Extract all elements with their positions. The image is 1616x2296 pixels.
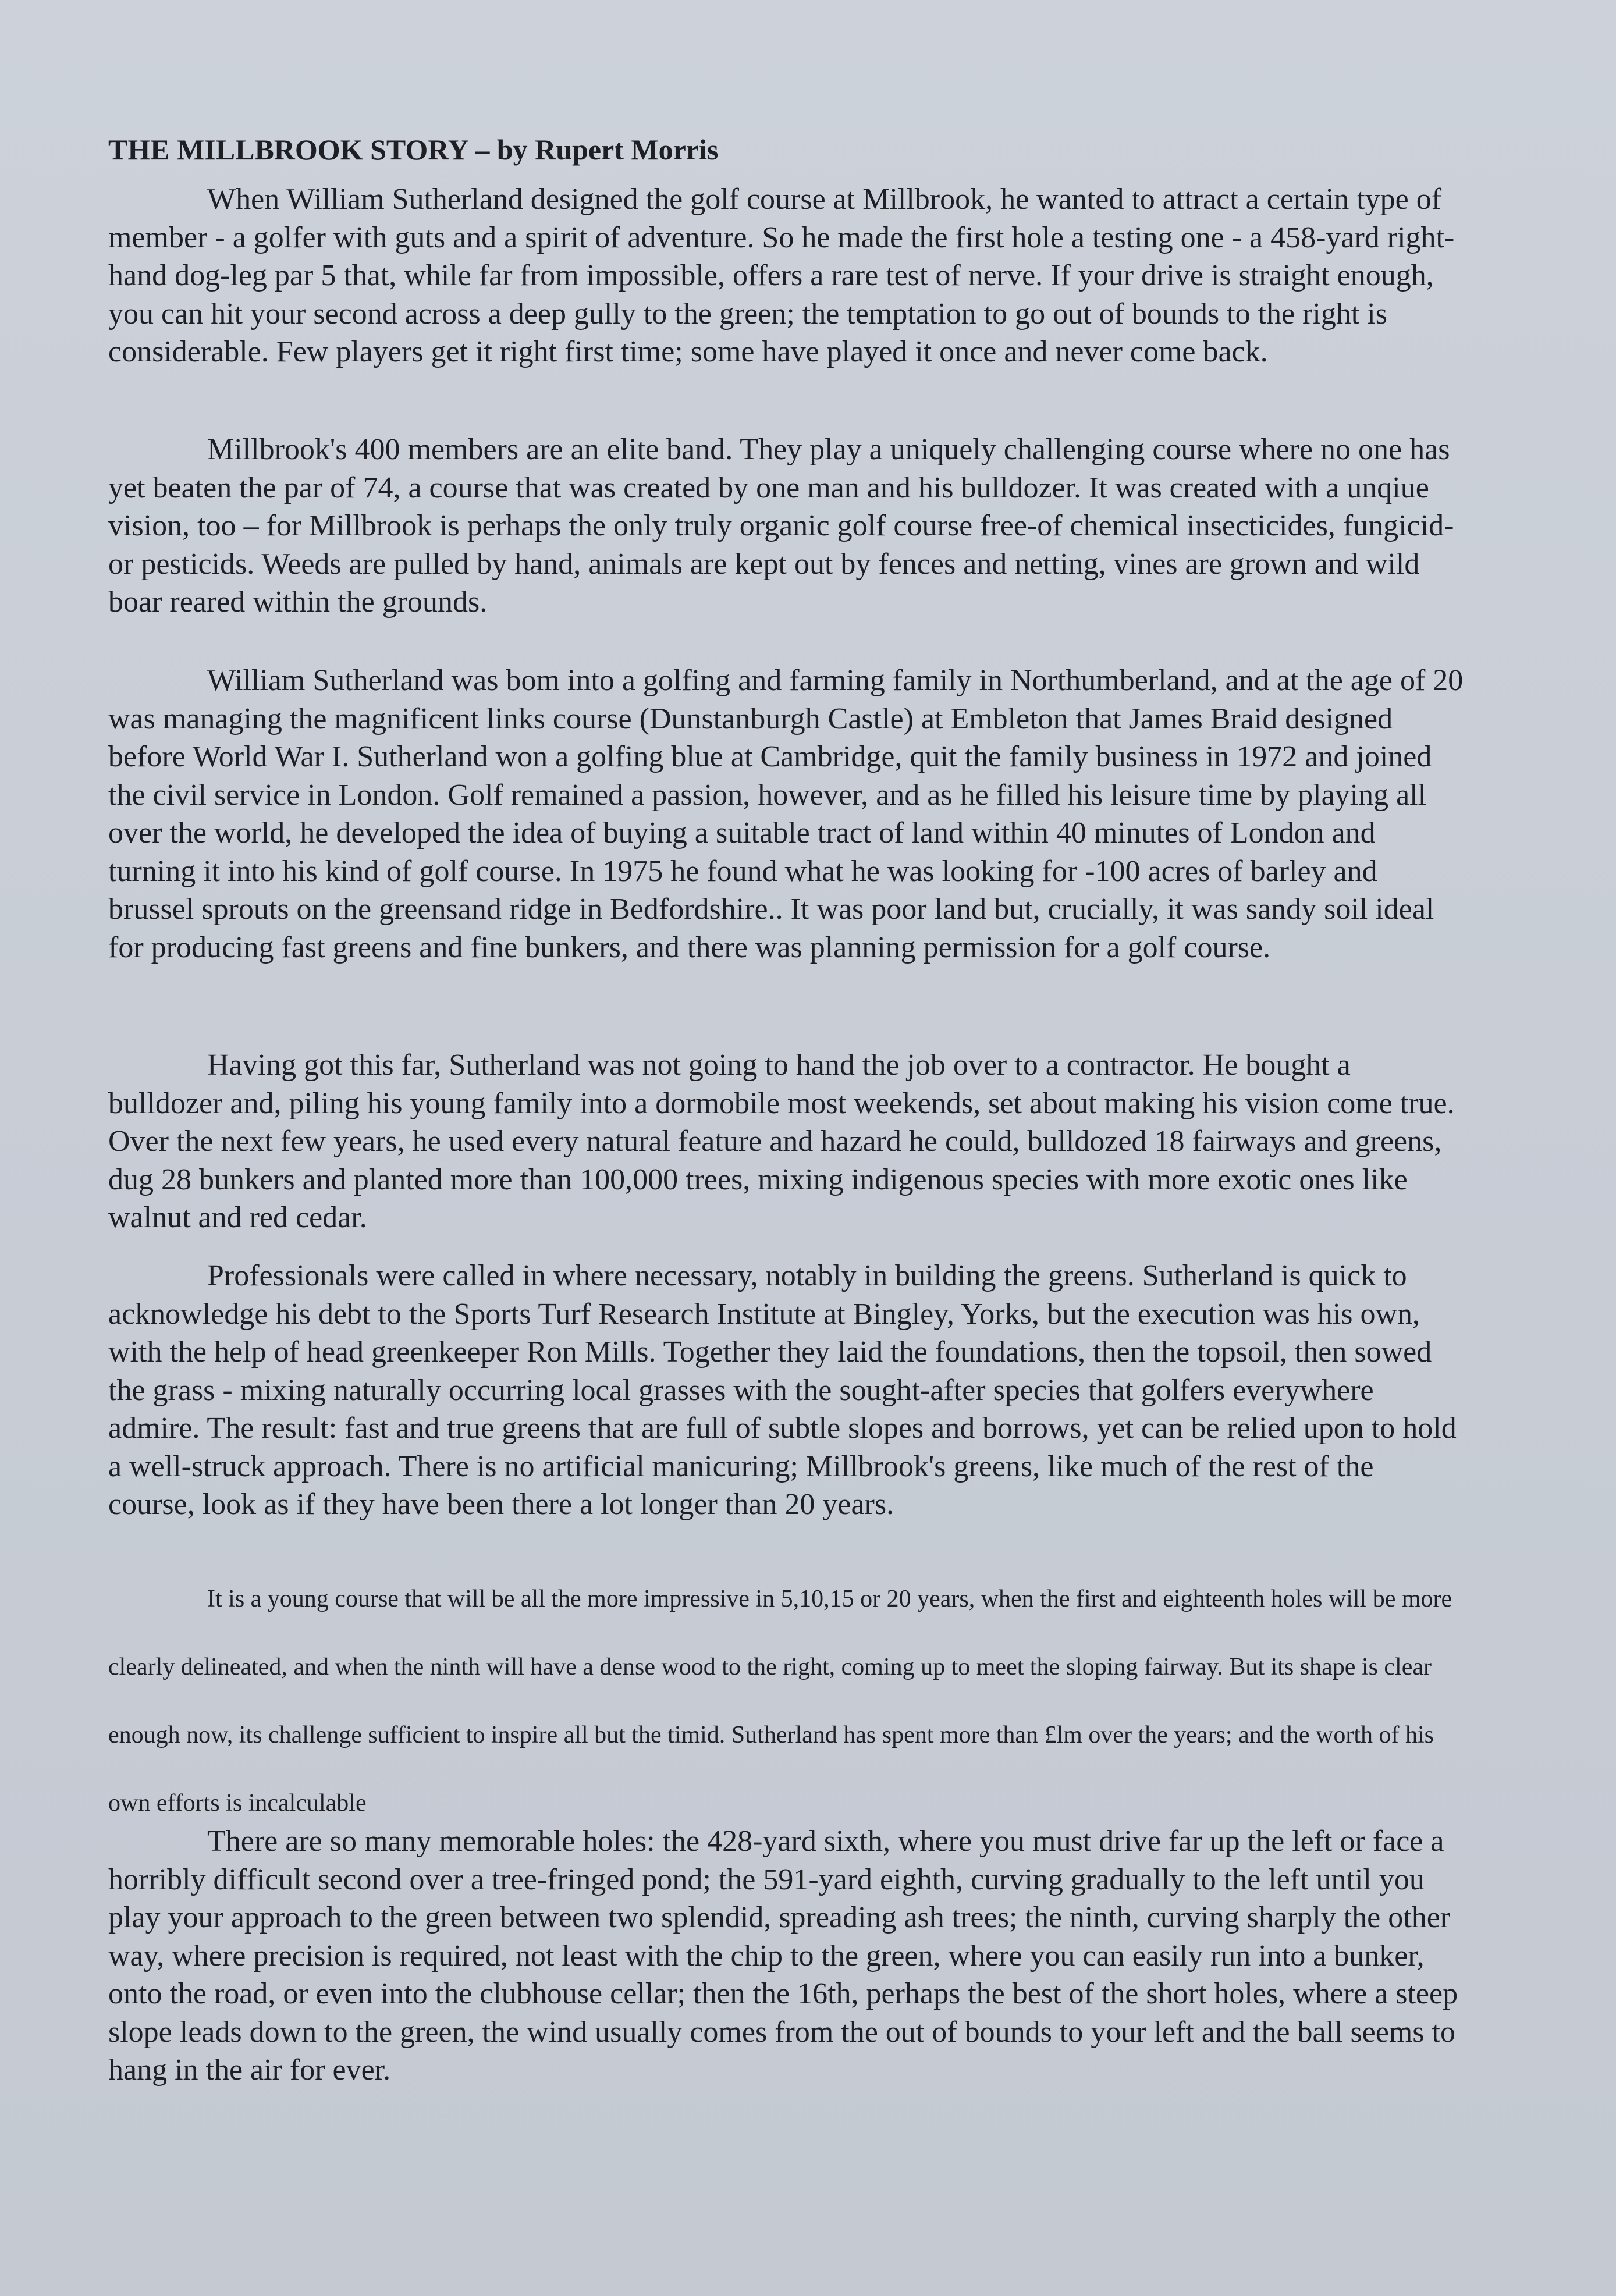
paragraph-first-hole: When William Sutherland designed the golf course at Millbrook, he wanted to attract a certain type of member - a golfer with guts and a spirit of adventure. So he made the first hole a testing one - a 458-yard right-hand dog-leg par 5 that, while far from impossible, offers a rare test of nerve. If your drive is straight enough, you can hit your second across a deep gully to the green; the temptation to go out of bounds to the right is considerable. Few players get it right first time; some have played it once and never come back. [108, 183, 1455, 368]
paragraph-young-course: It is a young course that will be all the more impressive in 5,10,15 or 20 years, when the first and eighteenth holes will be more clearly delineated, and when the ninth will have a dense wood to the right, coming up to meet the sloping fairway. But its shape is clear enough now, its challenge sufficient to inspire all but the timid. Sutherland has spent more than £lm over the years; and the worth of his own efforts is incalculable [108, 1586, 1452, 1817]
article-title: THE MILLBROOK STORY – by Rupert Morris [108, 133, 719, 166]
paragraph-memorable-holes: There are so many memorable holes: the 428-yard sixth, where you must drive far up the left or face a horribly difficult second over a tree-fringed pond; the 591-yard eighth, curving gradually to the left until you play your approach to the green between two splendid, spreading ash trees; the ninth, curving sharply the other way, where precision is required, not least with the chip to the green, where you can easily run into a bunker, onto the road, or even into the clubhouse cellar; then the 16th, perhaps the best of the short holes, where a steep slope leads down to the green, the wind usually comes from the out of bounds to your left and the ball seems to hang in the air for ever. [108, 1825, 1458, 2087]
paragraph-bulldozer: Having got this far, Sutherland was not going to hand the job over to a contractor. He bought a bulldozer and, piling his young family into a dormobile most weekends, set about making his vision come true. Over the next few years, he used every natural feature and hazard he could, bulldozed 18 fairways and greens, dug 28 bunkers and planted more than 100,000 trees, mixing indigenous species with more exotic ones like walnut and red cedar. [108, 1049, 1455, 1234]
paragraph-greens: Professionals were called in where necessary, notably in building the greens. Sutherland is quick to acknowledge his debt to the Sports Turf Research Institute at Bingley, Yorks, but the execution was his own, with the help of head greenkeeper Ron Mills. Together they laid the foundations, then the topsoil, then sowed the grass - mixing naturally occurring local grasses with the sought-after species that golfers everywhere admire. The result: fast and true greens that are full of subtle slopes and borrows, yet can be relied upon to hold a well-struck approach. There is no artificial manicuring; Millbrook's greens, like much of the rest of the course, look as if they have been there a lot longer than 20 years. [108, 1259, 1457, 1521]
paragraph-sutherland-history: William Sutherland was bom into a golfing and farming family in Northumberland, and at the age of 20 was managing the magnificent links course (Dunstanburgh Castle) at Embleton that James Braid designed before World War I. Sutherland won a golfing blue at Cambridge, quit the family business in 1972 and joined the civil service in London. Golf remained a passion, however, and as he filled his leisure time by playing all over the world, he developed the idea of buying a suitable tract of land within 40 minutes of London and turning it into his kind of golf course. In 1975 he found what he was looking for -100 acres of barley and brussel sprouts on the greensand ridge in Bedfordshire.. It was poor land but, crucially, it was sandy soil ideal for producing fast greens and fine bunkers, and there was planning permission for a golf course. [108, 664, 1464, 964]
paragraph-members: Millbrook's 400 members are an elite band. They play a uniquely challenging course where no one has yet beaten the par of 74, a course that was created by one man and his bulldozer. It was created with a unqiue vision, too – for Millbrook is perhaps the only truly organic golf course free-of chemical insecticides, fungicid-or pesticids. Weeds are pulled by hand, animals are kept out by fences and netting, vines are grown and wild boar reared within the grounds. [108, 433, 1454, 619]
